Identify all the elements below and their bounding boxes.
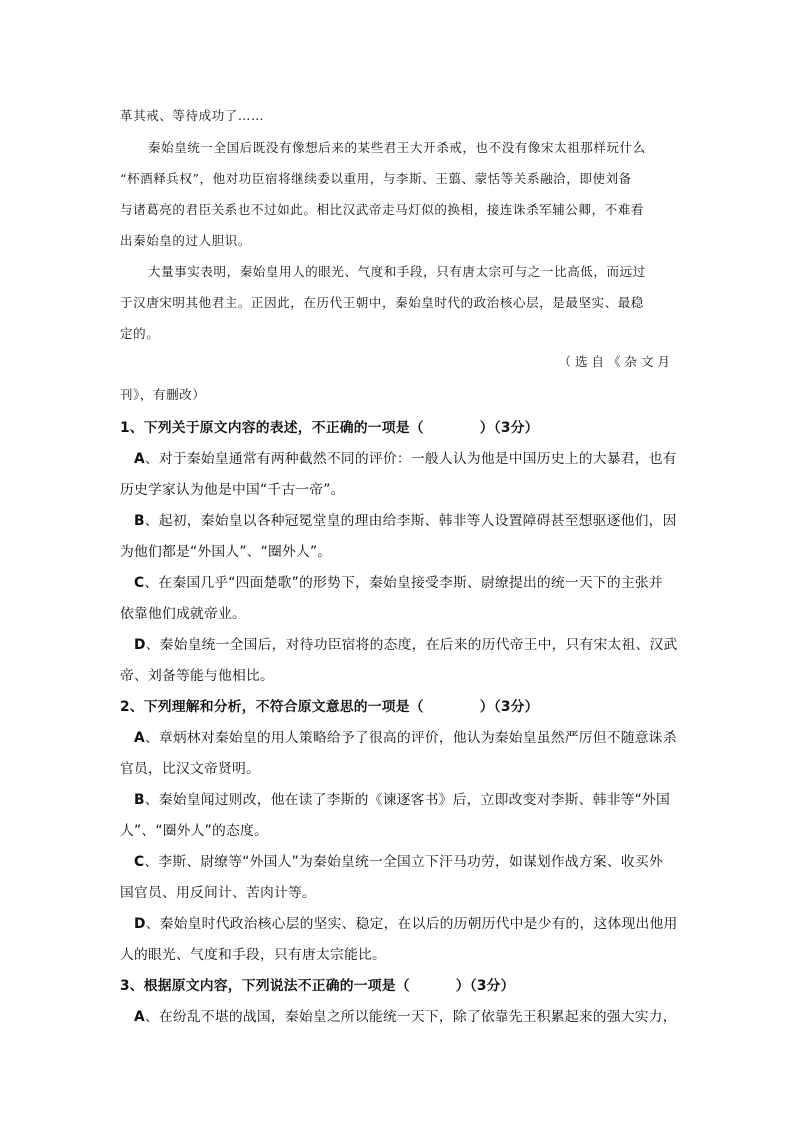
- passage-line: 大量事实表明，秦始皇用人的眼光、气度和手段，只有唐太宗可与之一比高低，而远过: [148, 264, 646, 279]
- option-line: [134, 912, 678, 932]
- question-stem: [120, 695, 539, 715]
- option-letter: C: [134, 854, 145, 870]
- option-letter: A: [134, 1009, 145, 1025]
- passage-line: 定的。: [120, 326, 160, 341]
- passage-line: “杯酒释兵权”，他对功臣宿将继续委以重用，与李斯、王翦、蒙恬等关系融洽，即使刘备: [120, 171, 632, 186]
- question-stem-b: ）（3分）: [455, 978, 515, 994]
- option-text: 、秦始皇闻过则改，他在读了李斯的《谏逐客书》后，立即改变对李斯、韩非等“外国: [144, 792, 670, 808]
- option-line: 官员，比汉文帝贤明。: [120, 761, 260, 777]
- option-text: 、在纷乱不堪的战国，秦始皇之所以能统一天下，除了依靠先王积累起来的强大实力，: [144, 1009, 677, 1025]
- option-line: 帝、刘备等能与他相比。: [120, 668, 274, 684]
- source-citation-cont: 刊》，有删改）: [120, 387, 206, 402]
- question-stem-a: 3、根据原文内容，下列说法不正确的一项是（: [120, 978, 410, 994]
- passage-line: 秦始皇统一全国后既没有像想后来的某些君王大开杀戒，也不没有像宋太祖那样玩什么: [148, 140, 646, 155]
- option-letter: B: [134, 792, 145, 808]
- option-text: 、李斯、尉缭等“外国人”为秦始皇统一全国立下汗马功劳，如谋划作战方案、收买外: [144, 854, 663, 870]
- option-text: 、起初，秦始皇以各种冠冕堂皇的理由给李斯、韩非等人设置障碍甚至想驱逐他们，因: [144, 513, 677, 529]
- option-letter: D: [134, 637, 146, 653]
- question-stem-b: ）（3分）: [479, 699, 539, 715]
- option-line: [134, 509, 677, 529]
- option-line: 依靠他们成就帝业。: [120, 606, 246, 622]
- option-letter: D: [134, 916, 146, 932]
- question-stem-b: ）（3分）: [479, 420, 539, 436]
- question-stem-a: 1、下列关于原文内容的表述，不正确的一项是（: [120, 420, 424, 436]
- question-stem-a: 2、下列理解和分析，不符合原文意思的一项是（: [120, 699, 424, 715]
- option-letter: A: [134, 730, 145, 746]
- passage-line: 出秦始皇的过人胆识。: [120, 233, 252, 248]
- question-stem: [120, 974, 515, 994]
- option-line: 国官员、用反间计、苦肉计等。: [120, 885, 316, 901]
- option-letter: C: [134, 575, 145, 591]
- option-text: 、秦始皇统一全国后，对待功臣宿将的态度，在后来的历代帝王中，只有宋太祖、汉武: [145, 637, 678, 653]
- option-line: [134, 1005, 677, 1025]
- option-line: 人的眼光、气度和手段，只有唐太宗能比。: [120, 947, 386, 963]
- option-text: 、章炳林对秦始皇的用人策略给予了很高的评价，他认为秦始皇虽然严厉但不随意诛杀: [144, 730, 677, 746]
- passage-line: 革其戒、等待成功了……: [120, 108, 265, 123]
- option-line: [134, 850, 663, 870]
- passage-line: 于汉唐宋明其他君主。正因此，在历代王朝中，秦始皇时代的政治核心层，是最坚实、最稳: [120, 295, 645, 310]
- option-line: [134, 447, 677, 467]
- option-text: 、秦始皇时代政治核心层的坚实、稳定，在以后的历朝历代中是少有的，这体现出他用: [145, 916, 678, 932]
- question-stem: [120, 416, 539, 436]
- option-line: [134, 633, 678, 653]
- option-text: 、对于秦始皇通常有两种截然不同的评价：一般人认为他是中国历史上的大暴君，也有: [144, 451, 677, 467]
- source-citation: （选自《杂文月: [558, 354, 674, 369]
- option-line: 为他们都是“外国人”、“圈外人”。: [120, 544, 332, 560]
- option-text: 、在秦国几乎“四面楚歌”的形势下，秦始皇接受李斯、尉缭提出的统一天下的主张并: [144, 575, 663, 591]
- option-letter: A: [134, 451, 145, 467]
- option-line: 人”、“圈外人”的态度。: [120, 823, 269, 839]
- option-line: [134, 571, 663, 591]
- passage-line: 与诸葛亮的君臣关系也不过如此。相比汉武帝走马灯似的换相，接连诛杀军辅公卿，不难看: [120, 202, 645, 217]
- option-line: [134, 788, 670, 808]
- option-letter: B: [134, 513, 145, 529]
- option-line: [134, 726, 677, 746]
- option-line: 历史学家认为他是中国“千古一帝”。: [120, 482, 345, 498]
